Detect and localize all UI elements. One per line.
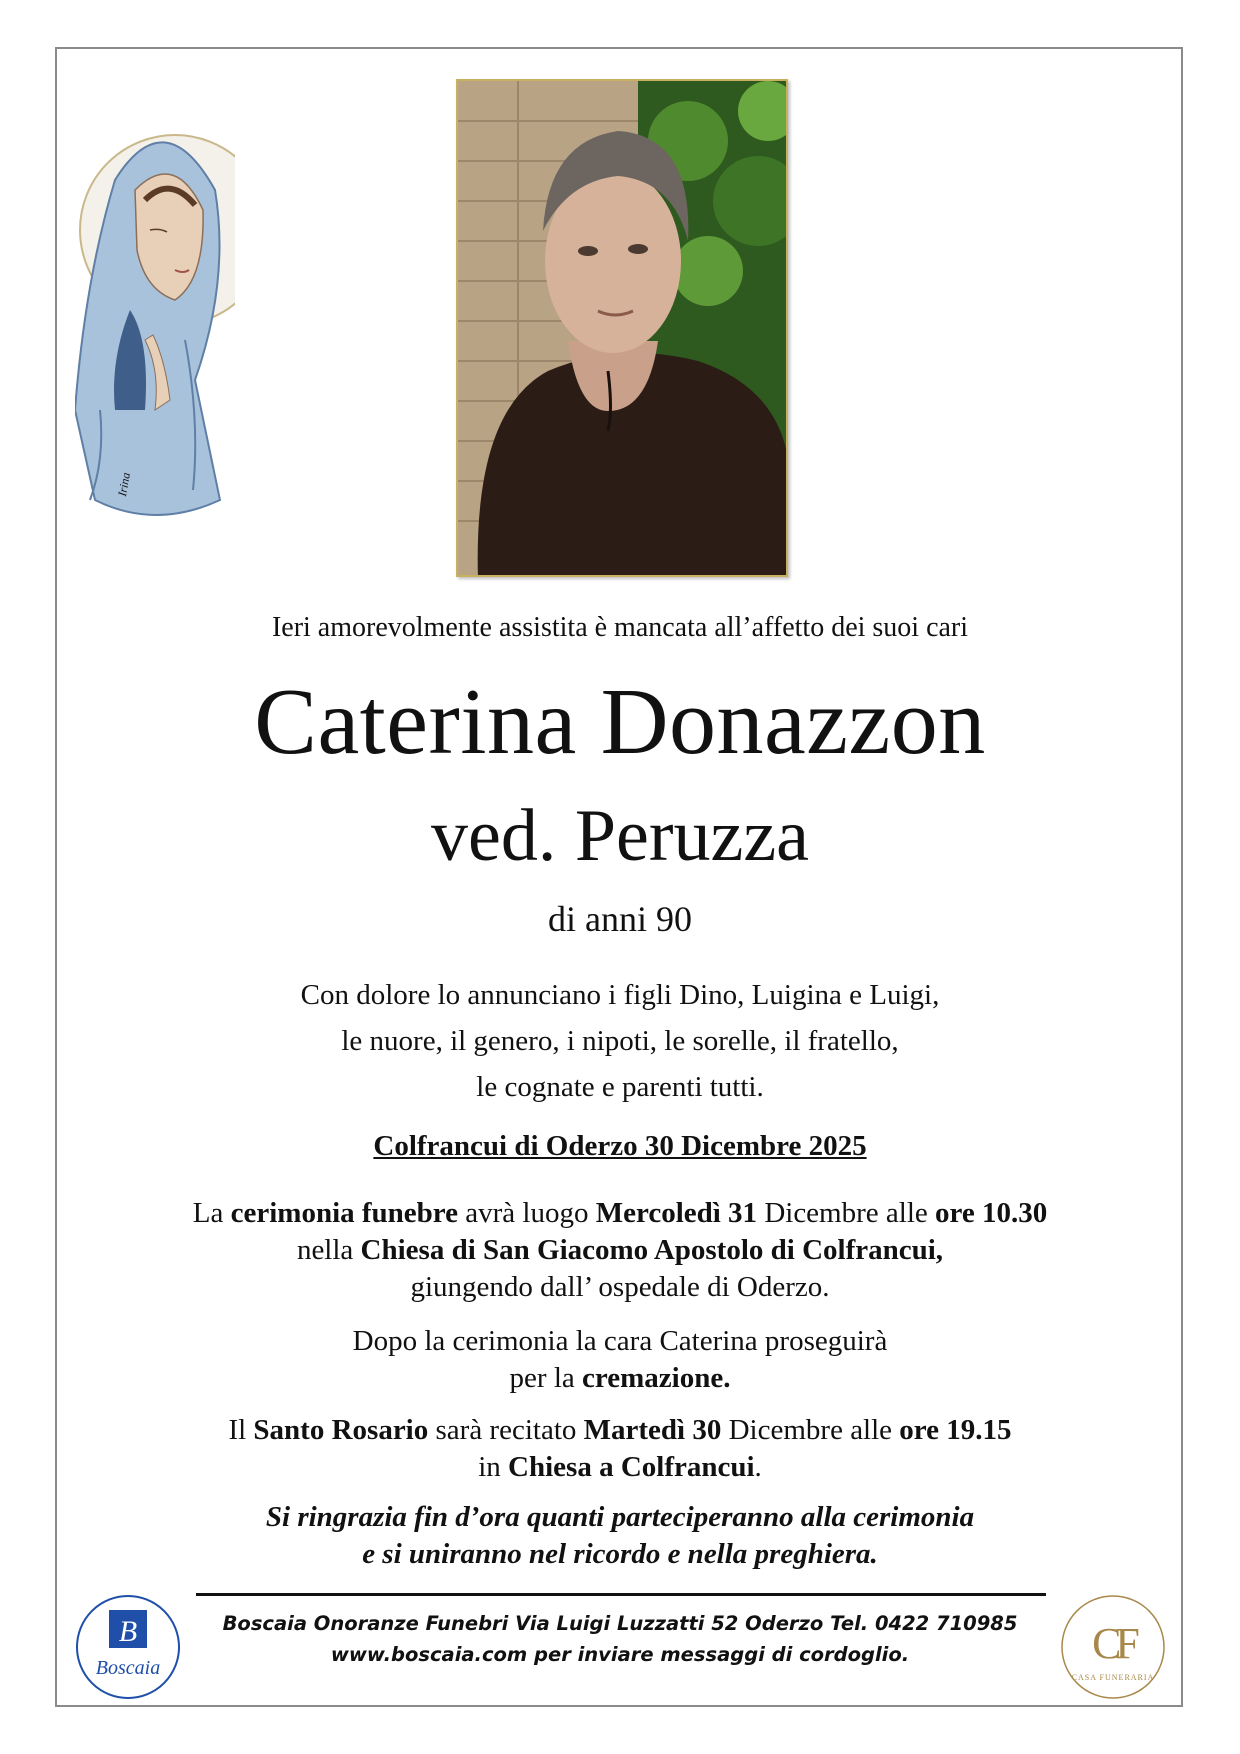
madonna-signature: Irina — [115, 471, 133, 498]
portrait-photo — [456, 79, 788, 577]
madonna-illustration — [75, 80, 235, 530]
thanks-line: Si ringrazia fin d’ora quanti parteciperanno alla cerimonia — [265, 1501, 975, 1533]
married-name: ved. Peruzza — [430, 795, 810, 877]
ceremony-text: Dicembre alle — [757, 1197, 935, 1229]
casa-funeraria-monogram: CF — [1092, 1619, 1134, 1668]
rosary-text: . — [754, 1451, 762, 1483]
ceremony-arrival: giungendo dall’ ospedale di Oderzo. — [410, 1271, 830, 1303]
footer-address: Boscaia Onoranze Funebri Via Luigi Luzzatti 52 Oderzo Tel. 0422 710985 — [222, 1612, 1018, 1635]
rosary-paragraph — [0, 1412, 1240, 1486]
family-line: le cognate e parenti tutti. — [476, 1071, 764, 1103]
rosary-church: Chiesa a Colfrancui — [508, 1451, 755, 1483]
footer-info — [190, 1608, 1050, 1670]
cremation-text: Dopo la cerimonia la cara Caterina proseguirà — [352, 1325, 888, 1357]
deceased-name: Caterina Donazzon — [254, 670, 986, 774]
ceremony-time: ore 10.30 — [935, 1197, 1048, 1229]
casa-funeraria-logo — [1058, 1592, 1168, 1702]
family-line: le nuore, il genero, i nipoti, le sorelle, il fratello, — [341, 1025, 899, 1057]
place-date-line: Colfrancui di Oderzo 30 Dicembre 2025 — [373, 1130, 867, 1162]
age-text: di anni 90 — [548, 899, 692, 939]
boscaia-logo-text: Boscaia — [95, 1657, 161, 1679]
boscaia-logo-letter: B — [118, 1615, 138, 1648]
ceremony-day: Mercoledì 31 — [595, 1197, 758, 1229]
footer-website[interactable]: www.boscaia.com per inviare messaggi di cordoglio. — [330, 1643, 910, 1666]
footer-divider — [196, 1593, 1046, 1596]
ceremony-paragraph — [0, 1195, 1240, 1306]
rosary-text: sarà recitato — [428, 1414, 584, 1446]
rosary-text: Dicembre alle — [721, 1414, 900, 1446]
ceremony-text: avrà luogo — [458, 1197, 596, 1229]
boscaia-logo — [73, 1592, 183, 1702]
rosary-text: in — [478, 1451, 509, 1483]
ceremony-church: Chiesa di San Giacomo Apostolo di Colfrancui, — [360, 1234, 944, 1266]
rosary-time: ore 19.15 — [899, 1414, 1012, 1446]
intro-text: Ieri amorevolmente assistita è mancata all’affetto dei suoi cari — [271, 612, 969, 643]
ceremony-text: nella — [296, 1234, 361, 1266]
casa-funeraria-text: CASA FUNERARIA — [1071, 1673, 1155, 1682]
family-line: Con dolore lo annunciano i figli Dino, Luigina e Luigi, — [300, 979, 940, 1011]
ceremony-type: cerimonia funebre — [230, 1197, 459, 1229]
rosary-text: Il — [228, 1414, 254, 1446]
family-announcement — [0, 972, 1240, 1110]
ceremony-text: La — [192, 1197, 231, 1229]
cremation-paragraph — [0, 1323, 1240, 1397]
cremation-word: cremazione. — [582, 1362, 731, 1394]
cremation-text: per la — [509, 1362, 583, 1394]
rosary-title: Santo Rosario — [253, 1414, 429, 1446]
thanks-line: e si uniranno nel ricordo e nella preghiera. — [362, 1538, 878, 1570]
thanks-paragraph — [0, 1499, 1240, 1573]
rosary-day: Martedì 30 — [583, 1414, 722, 1446]
